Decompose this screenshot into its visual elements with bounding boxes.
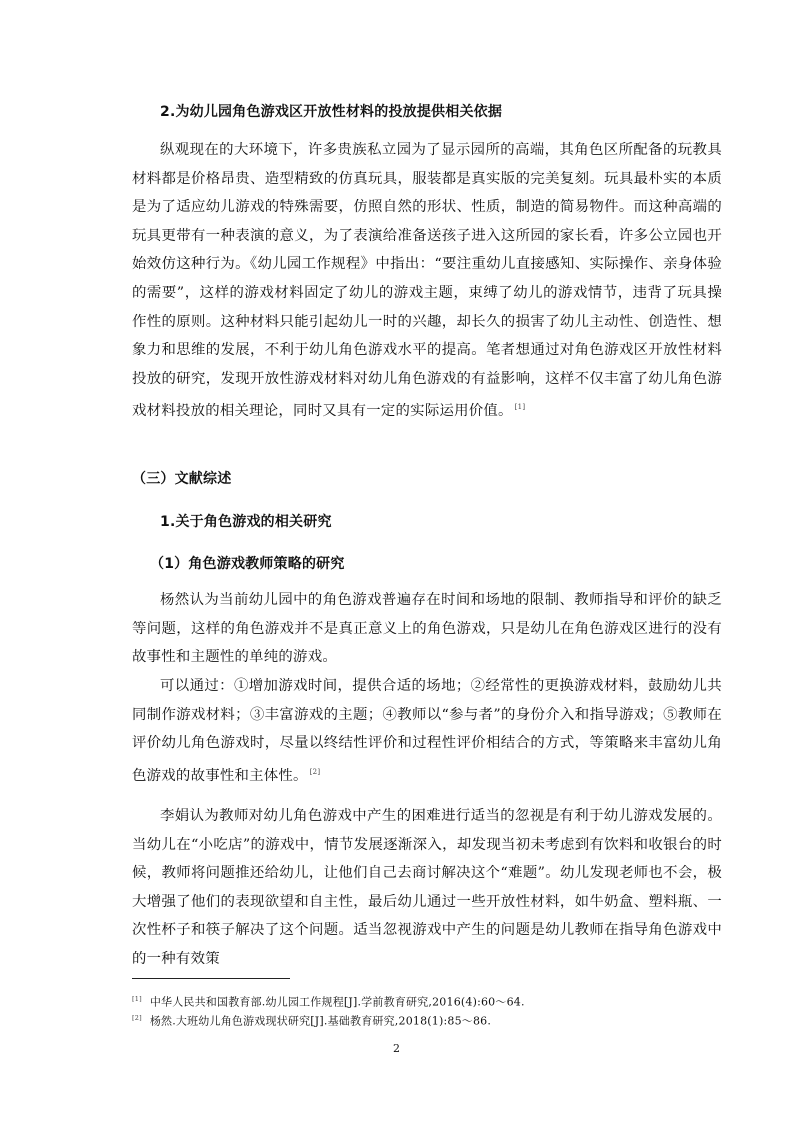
footnote-divider [132, 978, 290, 979]
footnote-2-text: 杨然.大班幼儿角色游戏现状研究[J].基础教育研究,2018(1):85～86. [149, 1014, 492, 1028]
subsection-heading-teacher-strategy: （1）角色游戏教师策略的研究 [150, 556, 345, 572]
section-heading-literature-review: （三）文献综述 [132, 471, 232, 487]
footnote-1 [132, 991, 525, 1011]
paragraph-yangran-text: 杨然认为当前幼儿园中的角色游戏普遍存在时间和场地的限制、教师指导和评价的缺乏等问题，这样的角色游戏并不是真正意义上的角色游戏，只是幼儿在角色游戏区进行的没有故事性和主题性的单纯的游戏。 [132, 592, 722, 666]
paragraph-rationale-text: 纵观现在的大环境下，许多贵族私立园为了显示园所的高端，其角色区所配备的玩教具材料都是价格昂贵、造型精致的仿真玩具，服装都是真实版的完美复刻。玩具最朴实的本质是为了适应幼儿游戏的特殊需要，仿照自然的形状、性质，制造的简易物件。而这种高端的玩具更带有一种表演的意义，为了表演给准备送孩子进入这所园的家长看，许多公立园也开始效仿这种行为。《幼儿园工作规程》中指出：“要注重幼儿直接感知、实际操作、亲身体验的需要”，这样的游戏材料固定了幼儿的游戏主题，束缚了幼儿的游戏情节，违背了玩具操作性的原则。这种材料只能引起幼儿一时的兴趣，却长久的损害了幼儿主动性、创造性、想象力和思维的发展，不利于幼儿角色游戏水平的提高。笔者想通过对角色游戏区开放性材料投放的研究，发现开放性游戏材料对幼儿角色游戏的有益影响，这样不仅丰富了幼儿角色游戏材料投放的相关理论，同时又具有一定的实际运用价值。 [132, 142, 722, 420]
page-number: 2 [393, 1042, 400, 1055]
paragraph-yangran [132, 586, 722, 672]
footnote-1-text: 中华人民共和国教育部.幼儿园工作规程[J].学前教育研究,2016(4):60～64. [149, 995, 525, 1009]
citation-ref-1: [1] [514, 403, 526, 412]
paragraph-lijuan [132, 802, 722, 974]
paragraph-strategies [132, 672, 722, 790]
paragraph-strategies-text: 可以通过：①增加游戏时间，提供合适的场地；②经常性的更换游戏材料，鼓励幼儿共同制作游戏材料；③丰富游戏的主题；④教师以“参与者”的身份介入和指导游戏；⑤教师在评价幼儿角色游戏时，尽量以终结性评价和过程性评价相结合的方式，等策略来丰富幼儿角色游戏的故事性和主体性。 [132, 678, 722, 784]
citation-ref-2: [2] [309, 767, 321, 776]
footnote-2 [132, 1010, 491, 1030]
footnote-1-mark: [1] [132, 995, 142, 1003]
paragraph-rationale [132, 136, 722, 426]
footnote-2-mark: [2] [132, 1014, 142, 1022]
section-heading-2: 2.为幼儿园角色游戏区开放性材料的投放提供相关依据 [160, 104, 503, 120]
paragraph-lijuan-text: 李娟认为教师对幼儿角色游戏中产生的困难进行适当的忽视是有利于幼儿游戏发展的。当幼儿在“小吃店”的游戏中，情节发展逐渐深入，却发现当初未考虑到有饮料和收银台的时候，教师将问题推还给幼儿，让他们自己去商讨解决这个“难题”。幼儿发现老师也不会，极大增强了他们的表现欲望和自主性，最后幼儿通过一些开放性材料，如牛奶盒、塑料瓶、一次性杯子和筷子解决了这个问题。适当忽视游戏中产生的问题是幼儿教师在指导角色游戏中的一种有效策 [132, 808, 722, 967]
subsection-heading-role-play: 1.关于角色游戏的相关研究 [160, 514, 332, 530]
